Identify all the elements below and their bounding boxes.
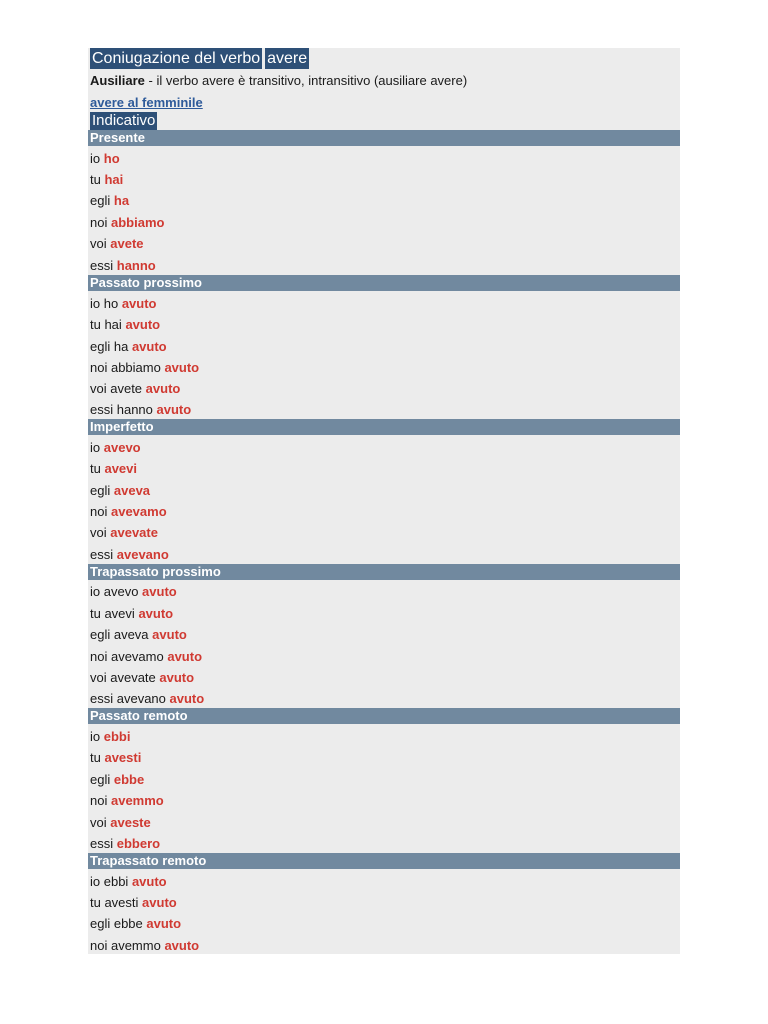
verb-form: avuto	[156, 402, 192, 417]
title-prefix: Coniugazione del verbo	[92, 50, 261, 67]
subject: tu	[90, 461, 101, 476]
conjugation-row	[90, 728, 130, 746]
subject: egli	[90, 193, 111, 208]
verb-form: avuto	[152, 627, 187, 642]
verb-form: avesti	[104, 750, 142, 765]
tense-header-trapassato-remoto: Trapassato remoto	[88, 853, 680, 869]
subject: voi avete	[90, 381, 143, 396]
ausiliare-text: - il verbo avere è transitivo, intransitivo (ausiliare avere)	[144, 73, 468, 88]
verb-form: hai	[104, 172, 124, 187]
verb-form: avuto	[164, 938, 200, 953]
verb-form: avuto	[121, 296, 157, 311]
conjugation-row	[90, 915, 181, 933]
conjugation-row	[90, 546, 169, 564]
subject: tu	[90, 750, 101, 765]
conjugation-row	[90, 605, 173, 623]
conjugation-row	[90, 316, 160, 334]
conjugation-row	[90, 749, 141, 767]
conjugation-row	[90, 626, 187, 644]
verb-form: avuto	[169, 691, 205, 706]
subject: noi avevamo	[90, 649, 164, 664]
conjugation-row	[90, 771, 144, 789]
conjugation-row	[90, 690, 204, 708]
conjugation-row	[90, 401, 191, 419]
verb-form: avuto	[138, 606, 174, 621]
subject: noi	[90, 793, 108, 808]
conjugation-row	[90, 583, 177, 601]
verb-form: avemmo	[110, 793, 164, 808]
subject: egli	[90, 772, 111, 787]
ausiliare-label: Ausiliare	[90, 73, 145, 88]
conjugation-row	[90, 439, 141, 457]
verb-form: avevamo	[110, 504, 167, 519]
subject: io avevo	[90, 584, 139, 599]
conjugation-row	[90, 359, 199, 377]
subject: noi abbiamo	[90, 360, 161, 375]
verb-form: avuto	[131, 874, 167, 889]
verb-form: avuto	[159, 670, 195, 685]
verb-form: ha	[113, 193, 130, 208]
verb-form: avete	[110, 236, 144, 251]
subject: essi hanno	[90, 402, 153, 417]
verb-form: avuto	[164, 360, 200, 375]
conjugation-row	[90, 171, 123, 189]
conjugation-row	[90, 792, 164, 810]
feminine-link[interactable]: avere al femminile	[90, 95, 203, 110]
subject: tu	[90, 172, 101, 187]
conjugation-row	[90, 814, 151, 832]
verb-form: ebbi	[103, 729, 131, 744]
subject: voi avevate	[90, 670, 156, 685]
conjugation-row	[90, 235, 144, 253]
conjugation-row	[90, 257, 156, 275]
tense-header-trapassato-prossimo: Trapassato prossimo	[88, 564, 680, 580]
verb-form: avevano	[116, 547, 169, 562]
conjugation-row	[90, 648, 202, 666]
conjugation-panel	[88, 48, 680, 954]
verb-form: aveste	[110, 815, 151, 830]
verb-form: avuto	[131, 339, 167, 354]
conjugation-row	[90, 873, 167, 891]
conjugation-row	[90, 150, 120, 168]
verb-form: avuto	[167, 649, 203, 664]
subject: voi	[90, 525, 107, 540]
conjugation-row	[90, 214, 164, 232]
verb-form: avuto	[146, 916, 182, 931]
subject: io	[90, 440, 101, 455]
tense-header-passato-remoto: Passato remoto	[88, 708, 680, 724]
conjugation-row	[90, 460, 137, 478]
subject: io	[90, 729, 101, 744]
subject: io ebbi	[90, 874, 129, 889]
tense-header-passato-prossimo: Passato prossimo	[88, 275, 680, 291]
subject: tu avesti	[90, 895, 139, 910]
conjugation-row	[90, 503, 167, 521]
conjugation-row	[90, 482, 150, 500]
conjugation-row	[90, 937, 199, 955]
subject: egli ha	[90, 339, 129, 354]
verb-form: avuto	[145, 381, 181, 396]
subject: noi	[90, 504, 108, 519]
subject: io ho	[90, 296, 119, 311]
subject: tu hai	[90, 317, 122, 332]
subject: essi	[90, 836, 114, 851]
conjugation-row	[90, 338, 167, 356]
verb-form: aveva	[113, 483, 151, 498]
subject: noi	[90, 215, 108, 230]
subject: tu avevi	[90, 606, 135, 621]
subject: essi	[90, 258, 114, 273]
subject: egli	[90, 483, 111, 498]
tense-header-presente: Presente	[88, 130, 680, 146]
subject: voi	[90, 236, 107, 251]
conjugation-row	[90, 835, 160, 853]
verb-form: hanno	[116, 258, 156, 273]
tense-header-imperfetto: Imperfetto	[88, 419, 680, 435]
page-title	[90, 48, 309, 70]
verb-form: ho	[103, 151, 120, 166]
title-verb: avere	[267, 50, 308, 67]
verb-form: avevate	[110, 525, 158, 540]
conjugation-row	[90, 524, 158, 542]
verb-form: abbiamo	[110, 215, 165, 230]
conjugation-row	[90, 295, 157, 313]
verb-form: ebbero	[116, 836, 161, 851]
subject: essi avevano	[90, 691, 166, 706]
verb-form: avevi	[104, 461, 138, 476]
verb-form: avuto	[125, 317, 161, 332]
subject: essi	[90, 547, 114, 562]
mood-heading: Indicativo	[92, 112, 156, 129]
verb-form: ebbe	[113, 772, 145, 787]
conjugation-row	[90, 380, 180, 398]
subject: io	[90, 151, 101, 166]
subject: egli aveva	[90, 627, 149, 642]
verb-form: avuto	[142, 895, 177, 910]
subject: noi avemmo	[90, 938, 161, 953]
ausiliare-line	[90, 72, 467, 90]
verb-form: avevo	[103, 440, 141, 455]
conjugation-row	[90, 669, 194, 687]
conjugation-row	[90, 192, 129, 210]
subject: egli ebbe	[90, 916, 143, 931]
subject: voi	[90, 815, 107, 830]
conjugation-row	[90, 894, 177, 912]
verb-form: avuto	[142, 584, 177, 599]
